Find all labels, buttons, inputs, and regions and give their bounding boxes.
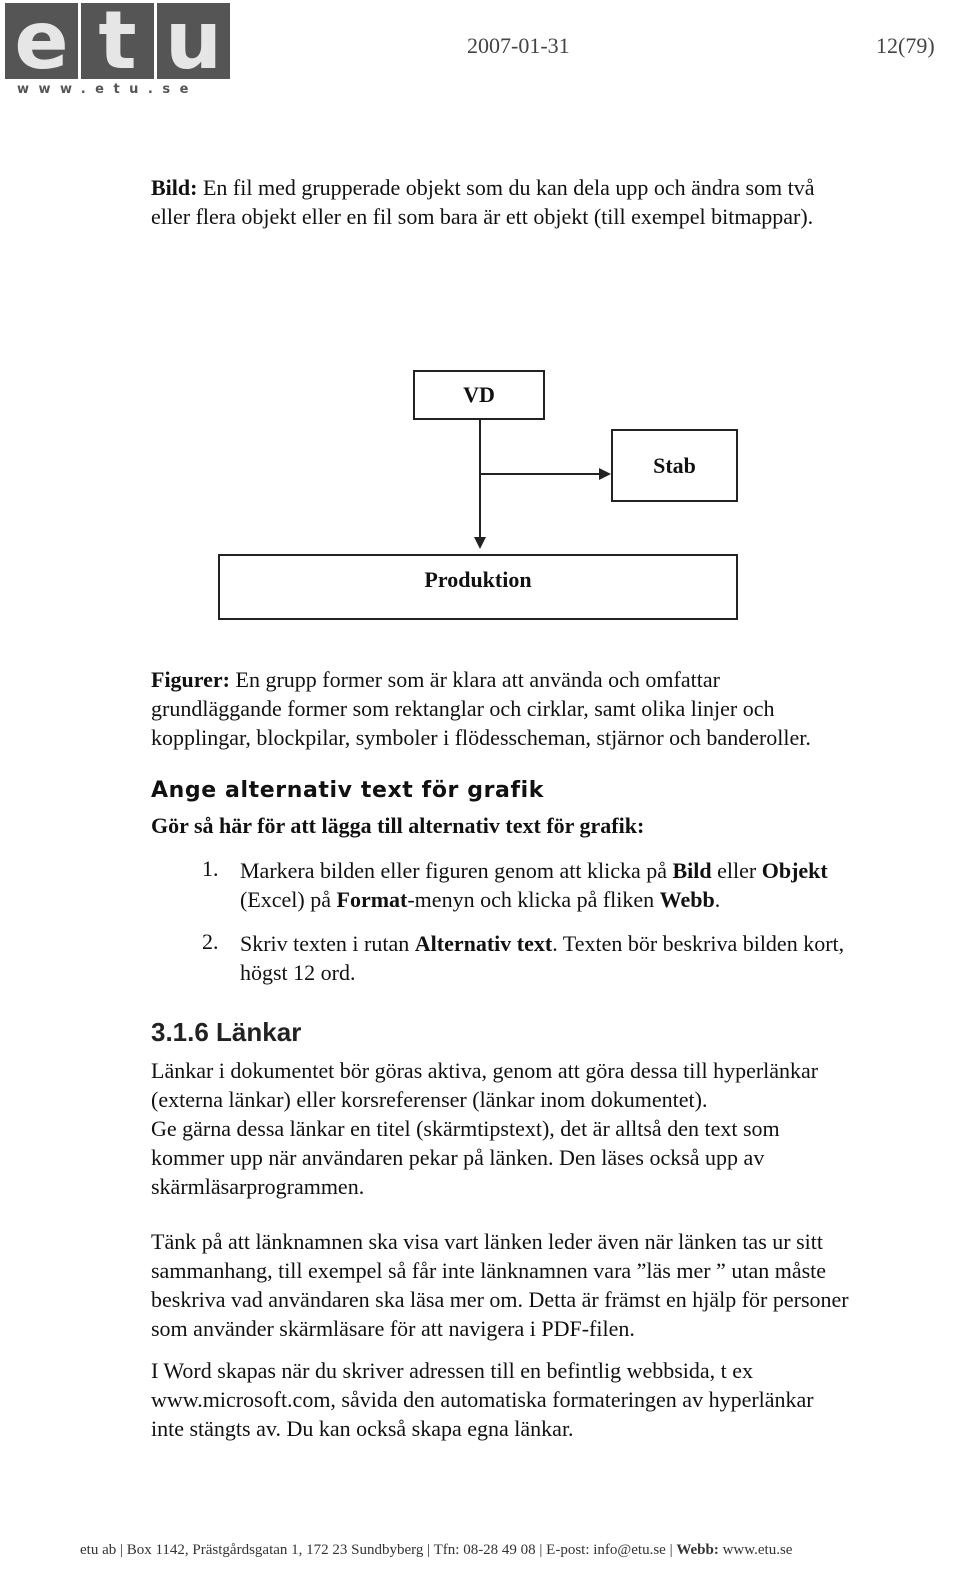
links-p1-line-5: skärmläsarprogrammen. <box>151 1174 365 1199</box>
figurer-definition <box>151 665 951 752</box>
bild-line-1: En fil med grupperade objekt som du kan dela upp och ändra som två <box>197 175 815 200</box>
alt-text-heading: Ange alternativ text för grafik <box>151 778 545 803</box>
step-1-objekt: Objekt <box>761 858 828 883</box>
bild-definition <box>151 173 951 231</box>
links-p2-line-1: Tänk på att länknamnen ska visa vart länken leder även när länken tas ur sitt <box>151 1229 823 1254</box>
logo-letter-t: t <box>81 3 154 79</box>
step-1-part-e: . <box>714 887 721 912</box>
footer-contact: etu ab | Box 1142, Prästgårdsgatan 1, 172 23 Sundbyberg | Tfn: 08-28 49 08 | E-post: info@etu.se | <box>80 1542 677 1558</box>
step-2-alternativ-text: Alternativ text <box>414 931 553 956</box>
links-p1-line-3: Ge gärna dessa länkar en titel (skärmtipstext), det är alltså den text som <box>151 1116 780 1141</box>
org-box-vd: VD <box>413 370 545 420</box>
links-paragraph-2 <box>151 1227 951 1343</box>
bild-line-2: eller flera objekt eller en fil som bara är ett objekt (till exempel bitmappar). <box>151 204 814 229</box>
links-p2-line-3: beskriva vad användaren ska läsa mer om. Detta är främst en hjälp för personer <box>151 1287 849 1312</box>
org-box-produktion: Produktion <box>218 554 738 620</box>
step-1-format: Format <box>336 887 408 912</box>
page-footer <box>80 1542 792 1559</box>
step-2-part-b: . Texten bör beskriva bilden kort, <box>552 931 845 956</box>
alt-text-subheading: Gör så här för att lägga till alternativ text för grafik: <box>151 813 645 838</box>
header-date: 2007-01-31 <box>467 33 570 58</box>
step-1-webb: Webb <box>659 887 715 912</box>
figurer-term: Figurer: <box>151 667 231 692</box>
figurer-line-2: grundläggande former som rektanglar och cirklar, samt olika linjer och <box>151 696 775 721</box>
footer-web-url: www.etu.se <box>718 1542 793 1558</box>
links-paragraph-3 <box>151 1356 951 1443</box>
org-chart-diagram <box>210 360 750 630</box>
step-2-part-a: Skriv texten i rutan <box>240 931 415 956</box>
links-p3-line-1: I Word skapas när du skriver adressen till en befintlig webbsida, t ex <box>151 1358 754 1383</box>
step-1-part-c: (Excel) på <box>240 887 337 912</box>
logo-letter-e: e <box>5 3 78 79</box>
links-p1-line-2: (externa länkar) eller korsreferenser (länkar inom dokumentet). <box>151 1087 708 1112</box>
logo-letter-u: u <box>157 3 230 79</box>
step-1-part-b: eller <box>711 858 762 883</box>
step-2-part-c: högst 12 ord. <box>240 960 356 985</box>
footer-web-label: Webb: <box>676 1542 719 1558</box>
bild-term: Bild: <box>151 175 198 200</box>
links-p1-line-1: Länkar i dokumentet bör göras aktiva, genom att göra dessa till hyperlänkar <box>151 1058 819 1083</box>
step-1-text <box>240 856 828 914</box>
step-1-bild: Bild <box>672 858 712 883</box>
step-1-number: 1. <box>202 856 219 881</box>
etu-logo <box>5 3 229 99</box>
links-p3-line-3: inte stängts av. Du kan också skapa egna länkar. <box>151 1416 574 1441</box>
links-heading: 3.1.6 Länkar <box>151 1017 302 1047</box>
step-1-part-a: Markera bilden eller figuren genom att klicka på <box>240 858 673 883</box>
figurer-line-3: kopplingar, blockpilar, symboler i flödesscheman, stjärnor och banderoller. <box>151 725 811 750</box>
links-p1-line-4: kommer upp när användaren pekar på länken. Den läses också upp av <box>151 1145 765 1170</box>
logo-url: www.etu.se <box>17 82 198 97</box>
step-1-part-d: -menyn och klicka på fliken <box>407 887 660 912</box>
org-box-stab: Stab <box>611 429 738 502</box>
links-p2-line-4: som använder skärmläsare för att navigera i PDF-filen. <box>151 1316 635 1341</box>
links-p2-line-2: sammanhang, till exempel så får inte länknamnen vara ”läs mer ” utan måste <box>151 1258 827 1283</box>
header-page-number: 12(79) <box>876 33 935 58</box>
links-paragraph-1 <box>151 1056 951 1201</box>
step-2-number: 2. <box>202 929 219 954</box>
step-2-text <box>240 929 844 987</box>
links-p3-line-2: www.microsoft.com, såvida den automatiska formateringen av hyperlänkar <box>151 1387 814 1412</box>
figurer-line-1: En grupp former som är klara att använda och omfattar <box>230 667 720 692</box>
